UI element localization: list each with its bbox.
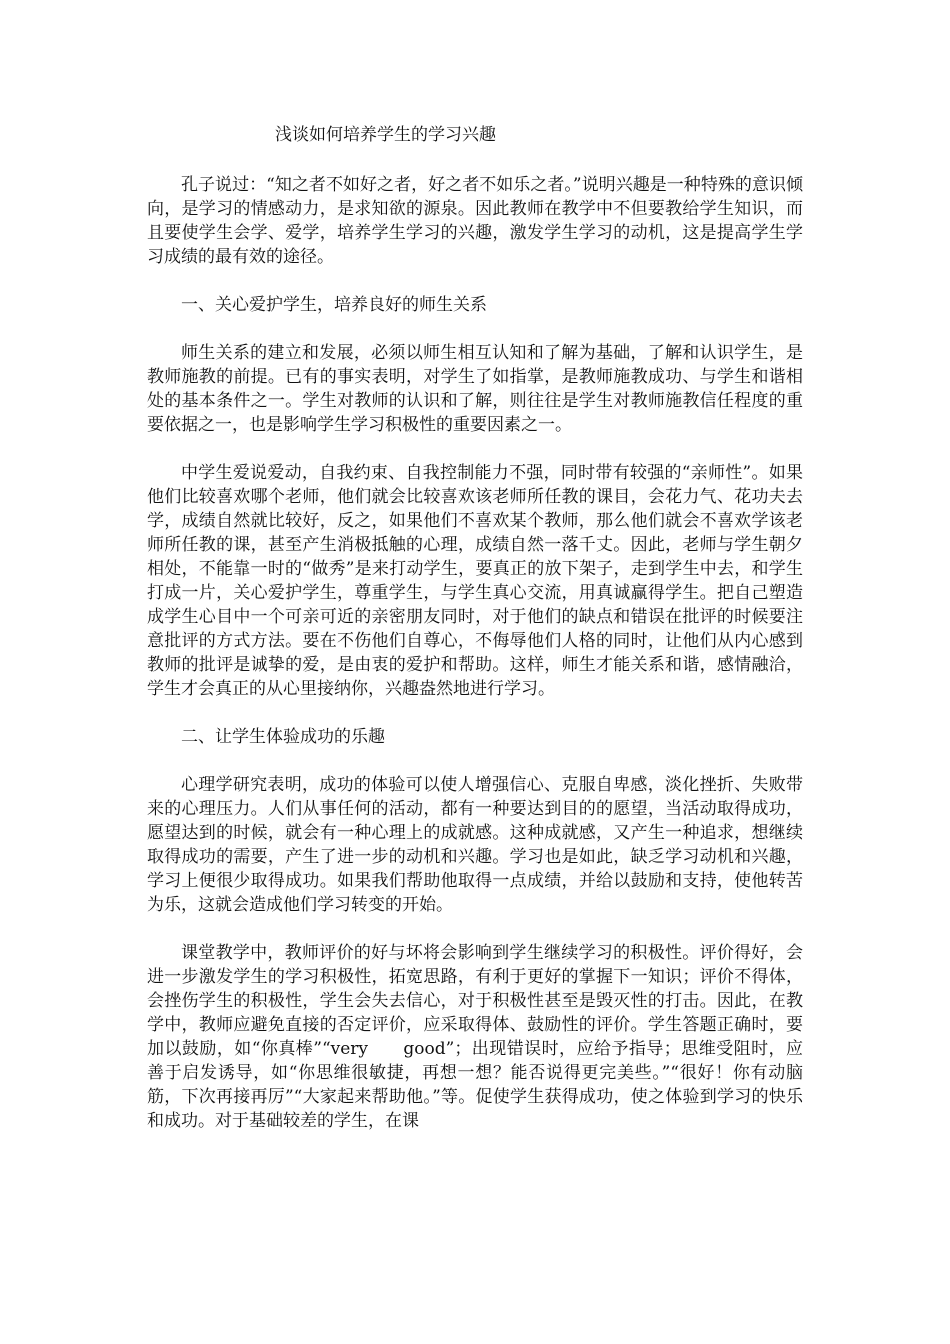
section-heading-2: 二、让学生体验成功的乐趣 bbox=[181, 727, 385, 747]
paragraph-teacher-student-relation: 师生关系的建立和发展，必须以师生相互认知和了解为基础，了解和认识学生，是教师施教的前提。已有的事实表明，对学生了如指掌，是教师施教成功、与学生和谐相处的基本条件之一。学生对教师的认识和了解，则往往是学生对教师施教信任程度的重要依据之一，也是影响学生学习积极性的重要因素之一。 bbox=[147, 343, 803, 435]
section-heading-1: 一、关心爱护学生，培养良好的师生关系 bbox=[181, 295, 487, 315]
paragraph-classroom-evaluation: 课堂教学中，教师评价的好与坏将会影响到学生继续学习的积极性。评价得好，会进一步激发学生的学习积极性，拓宽思路，有利于更好的掌握下一知识；评价不得体，会挫伤学生的积极性，学生会失去信心，对于积极性甚至是毁灭性的打击。因此，在教学中，教师应避免直接的否定评价，应采取得体、鼓励性的评价。学生答题正确时，要加以鼓励，如“你真棒”“very good”；出现错误时，应给予指导；思维受阻时，应善于启发诱导，如“你思维很敏捷，再想一想？能否说得更完美些。”“很好！你有动脑筋，下次再接再厉”“大家起来帮助他。”等。促使学生获得成功，使之体验到学习的快乐和成功。对于基础较差的学生，在课 bbox=[147, 943, 803, 1131]
paragraph-psychology-research: 心理学研究表明，成功的体验可以使人增强信心、克服自卑感，淡化挫折、失败带来的心理压力。人们从事任何的活动，都有一种要达到目的的愿望，当活动取得成功，愿望达到的时候，就会有一种心理上的成就感。这种成就感，又产生一种追求，想继续取得成功的需要，产生了进一步的动机和兴趣。学习也是如此，缺乏学习动机和兴趣，学习上便很少取得成功。如果我们帮助他取得一点成绩，并给以鼓励和支持，使他转苦为乐，这就会造成他们学习转变的开始。 bbox=[147, 775, 803, 915]
paragraph-middle-school-students: 中学生爱说爱动，自我约束、自我控制能力不强，同时带有较强的“亲师性”。如果他们比较喜欢哪个老师，他们就会比较喜欢该老师所任教的课目，会花力气、花功夫去学，成绩自然就比较好，反之，如果他们不喜欢某个教师，那么他们就会不喜欢学该老师所任教的课，甚至产生消极抵触的心理，成绩自然一落千丈。因此，老师与学生朝夕相处，不能靠一时的“做秀”是来打动学生，要真正的放下架子，走到学生中去，和学生打成一片，关心爱护学生，尊重学生，与学生真心交流，用真诚赢得学生。把自己塑造成学生心目中一个可亲可近的亲密朋友同时，对于他们的缺点和错误在批评的时候要注意批评的方式方法。要在不伤他们自尊心，不侮辱他们人格的同时，让他们从内心感到教师的批评是诚挚的爱，是由衷的爱护和帮助。这样，师生才能关系和谐，感情融洽，学生才会真正的从心里接纳你，兴趣盎然地进行学习。 bbox=[147, 463, 803, 699]
document-body bbox=[147, 173, 803, 1157]
document-title: 浅谈如何培养学生的学习兴趣 bbox=[275, 125, 496, 145]
paragraph-intro: 孔子说过：“知之者不如好之者，好之者不如乐之者。”说明兴趣是一种特殊的意识倾向，是学习的情感动力，是求知欲的源泉。因此教师在教学中不但要教给学生知识，而且要使学生会学、爱学，培养学生学习的兴趣，激发学生学习的动机，这是提高学生学习成绩的最有效的途径。 bbox=[147, 175, 803, 267]
